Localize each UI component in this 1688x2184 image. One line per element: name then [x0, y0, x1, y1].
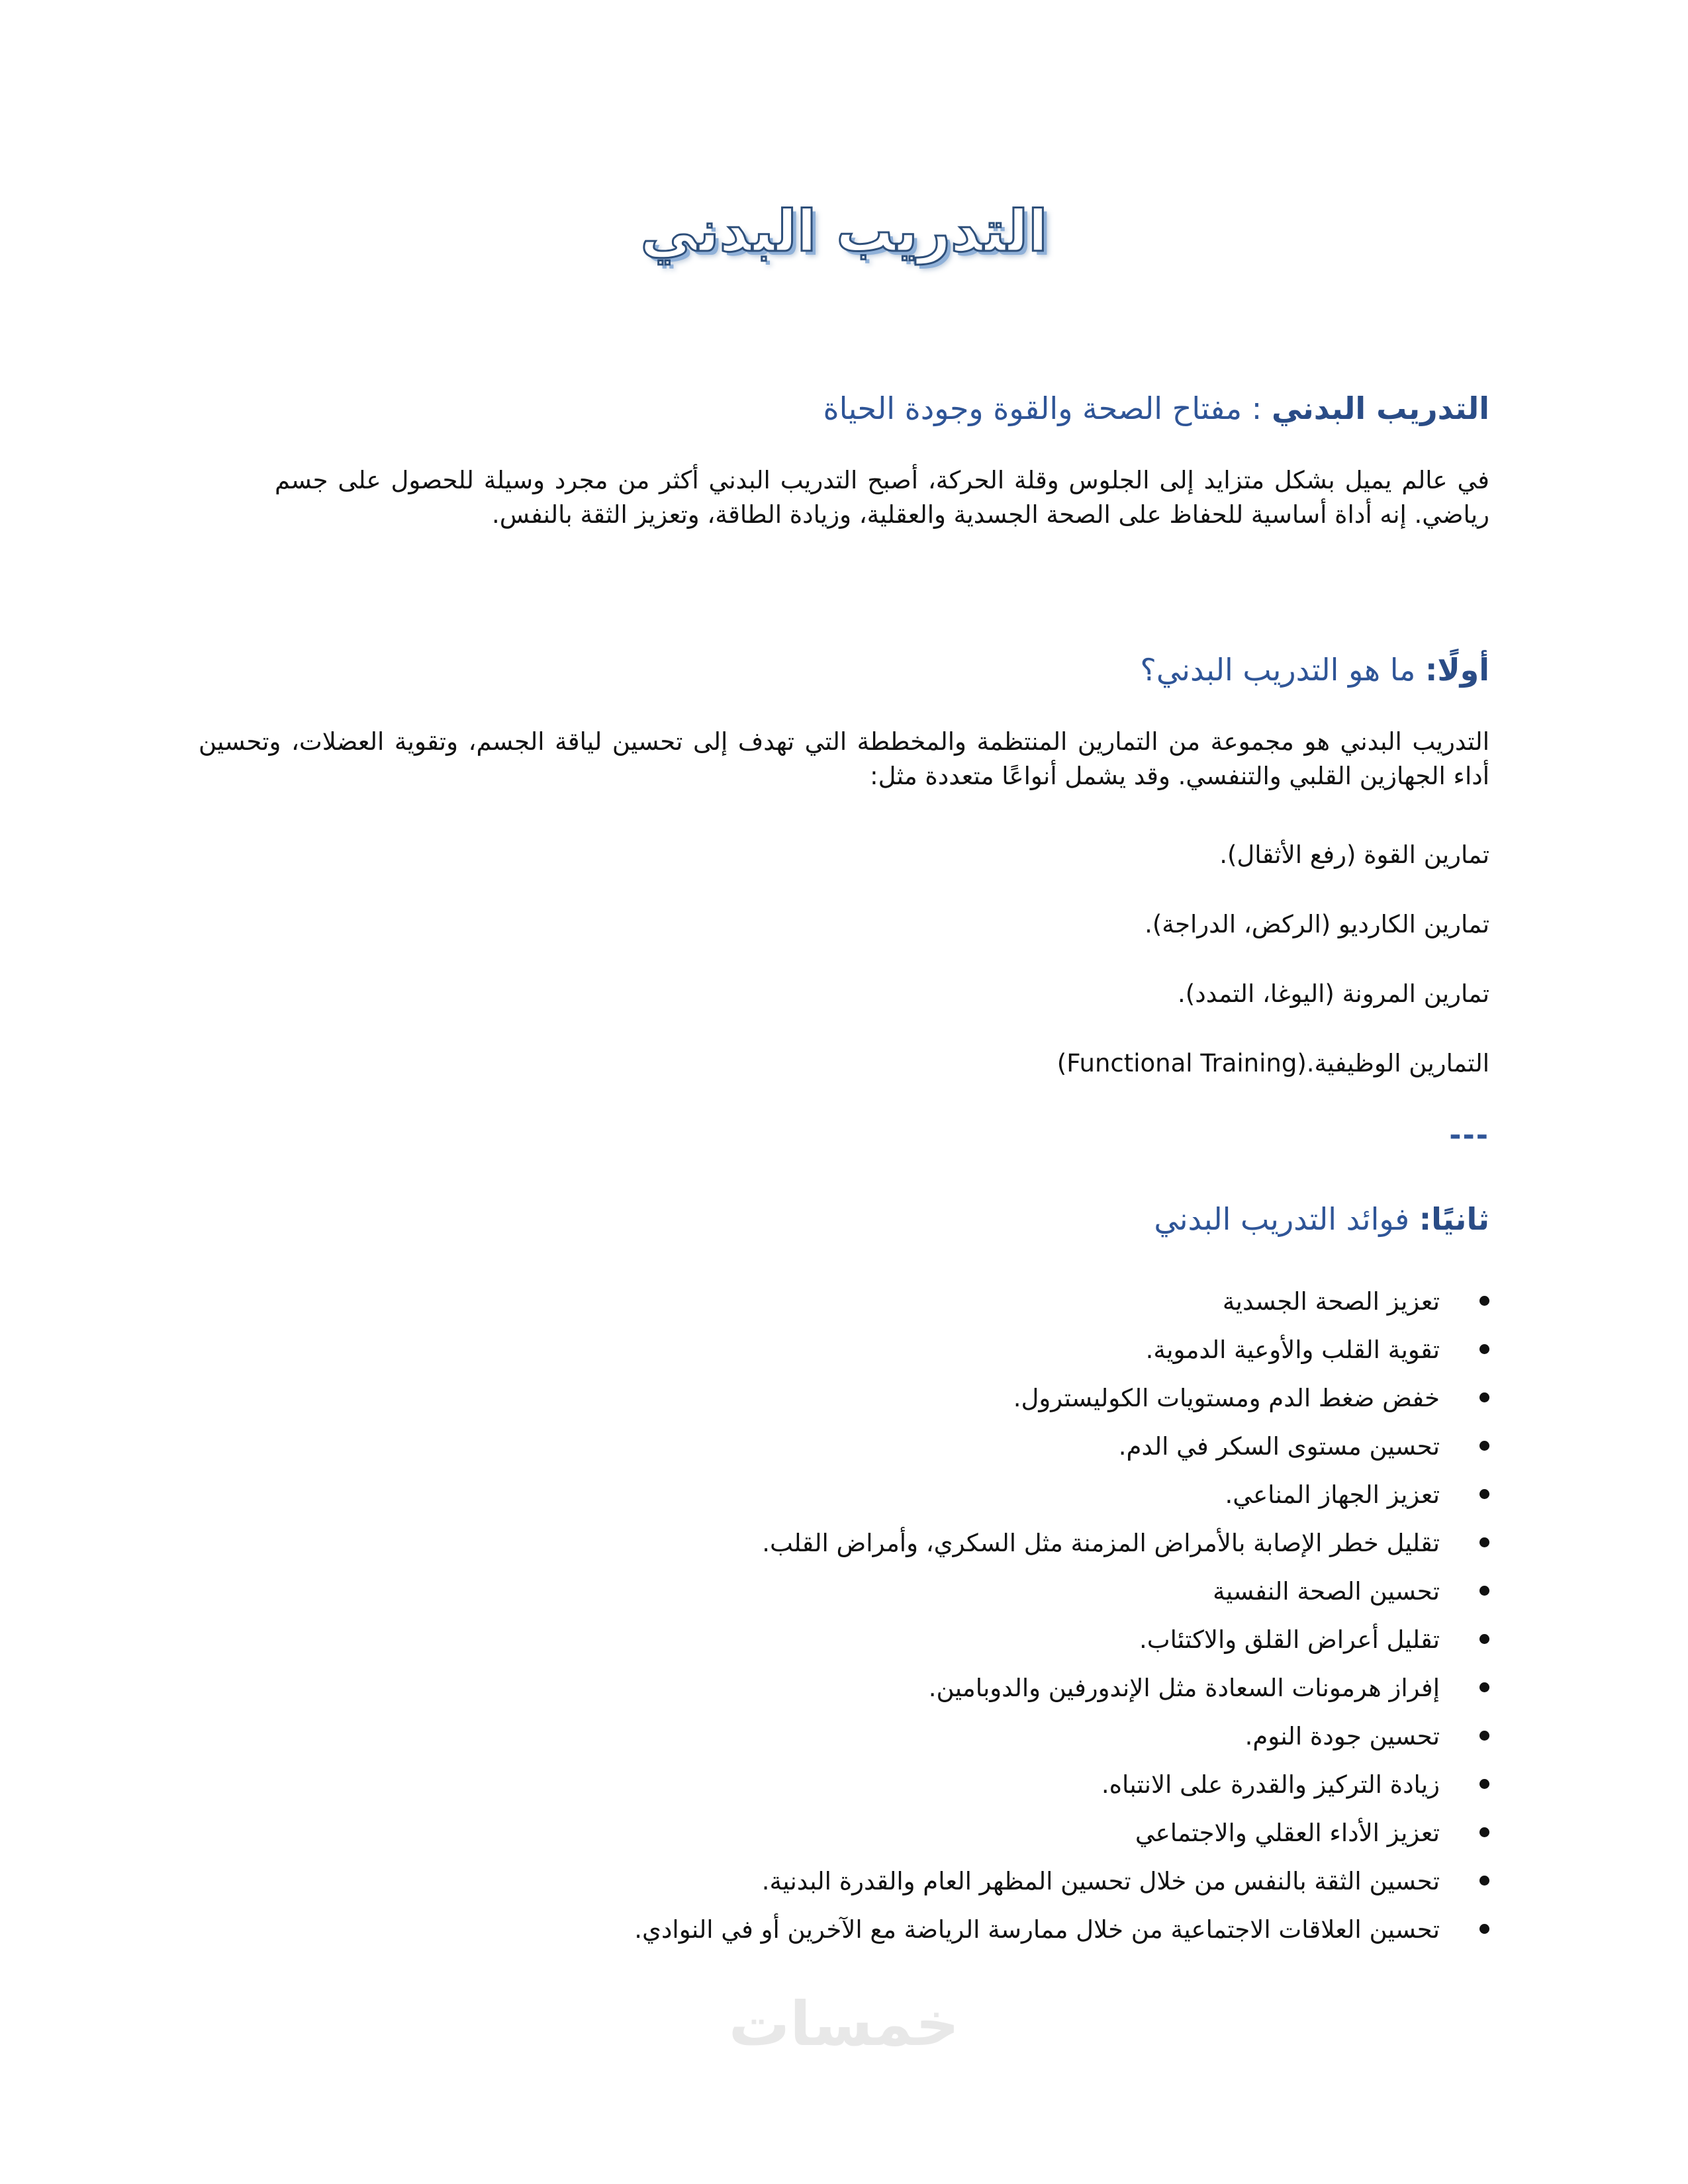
list-item — [634, 1326, 1489, 1374]
bullet-icon — [1479, 1827, 1489, 1837]
bullet-icon — [1479, 1537, 1489, 1547]
list-item — [634, 1712, 1489, 1760]
bullet-icon — [1479, 1731, 1489, 1741]
list-item — [634, 1567, 1489, 1615]
bullet-icon — [1479, 1586, 1489, 1596]
bullet-icon — [1479, 1682, 1489, 1692]
intro-heading — [823, 390, 1489, 426]
list-item-text: تحسين مستوى السكر في الدم. — [1118, 1432, 1440, 1461]
bullet-icon — [1479, 1489, 1489, 1499]
list-item — [634, 1809, 1489, 1857]
list-item-text: تحسين الصحة النفسية — [1213, 1577, 1440, 1606]
intro-heading-rest: : مفتاح الصحة والقوة وجودة الحياة — [823, 390, 1272, 426]
list-item — [634, 1277, 1489, 1326]
list-item-text: إفراز هرمونات السعادة مثل الإندورفين والدوبامين. — [928, 1674, 1440, 1702]
section1-heading-bold: أولًا: — [1425, 652, 1489, 688]
benefits-list — [634, 1277, 1489, 1954]
list-item — [634, 1471, 1489, 1519]
section2-heading — [1154, 1201, 1489, 1237]
document-title: التدريب البدني — [640, 199, 1048, 265]
bullet-icon — [1479, 1344, 1489, 1354]
list-item — [634, 1664, 1489, 1712]
bullet-icon — [1479, 1296, 1489, 1306]
bullet-icon — [1479, 1441, 1489, 1451]
section2-heading-bold: ثانيًا: — [1419, 1201, 1489, 1237]
list-item-text: تقليل خطر الإصابة بالأمراض المزمنة مثل السكري، وأمراض القلب. — [762, 1529, 1440, 1557]
watermark-logo: خمسات — [728, 1989, 960, 2060]
bullet-icon — [1479, 1779, 1489, 1789]
bullet-icon — [1479, 1392, 1489, 1402]
list-item-text: تعزيز الأداء العقلي والاجتماعي — [1135, 1819, 1440, 1847]
list-item-text: خفض ضغط الدم ومستويات الكوليسترول. — [1013, 1384, 1440, 1412]
list-item — [634, 1615, 1489, 1664]
bullet-icon — [1479, 1924, 1489, 1934]
list-item-text: تحسين الثقة بالنفس من خلال تحسين المظهر العام والقدرة البدنية. — [761, 1867, 1440, 1895]
section2-heading-rest: فوائد التدريب البدني — [1154, 1201, 1419, 1237]
list-item-text: تعزيز الجهاز المناعي. — [1225, 1480, 1440, 1509]
list-item-text: تعزيز الصحة الجسدية — [1222, 1287, 1440, 1316]
bullet-icon — [1479, 1876, 1489, 1886]
list-item-text: تقوية القلب والأوعية الدموية. — [1145, 1336, 1440, 1364]
list-item — [634, 1905, 1489, 1954]
intro-paragraph: في عالم يميل بشكل متزايد إلى الجلوس وقلة الحركة، أصبح التدريب البدني أكثر من مجرد وسيلة للحصول على جسم رياضي. إنه أداة أساسية للحفاظ على الصحة الجسدية والعقلية، وزيادة الطاقة، وتعزيز الثقة بالنفس. — [275, 466, 1489, 529]
type-item-cardio: تمارين الكارديو (الركض، الدراجة). — [1145, 910, 1489, 938]
list-item-text: تقليل أعراض القلق والاكتئاب. — [1139, 1625, 1440, 1654]
bullet-icon — [1479, 1634, 1489, 1644]
list-item — [634, 1857, 1489, 1905]
section1-paragraph: التدريب البدني هو مجموعة من التمارين المنتظمة والمخططة التي تهدف إلى تحسين لياقة الجسم، وتقوية العضلات، وتحسين أداء الجهازين القلبي والتنفسي. وقد يشمل أنواعًا متعددة مثل: — [199, 727, 1489, 790]
section1-heading-rest: ما هو التدريب البدني؟ — [1140, 652, 1425, 688]
list-item-text: تحسين جودة النوم. — [1244, 1722, 1440, 1751]
list-item — [634, 1374, 1489, 1422]
section-separator: --- — [1449, 1118, 1489, 1152]
section1-heading — [1140, 652, 1489, 688]
type-item-functional: التمارين الوظيفية.(Functional Training) — [1056, 1049, 1489, 1077]
type-item-flexibility: تمارين المرونة (اليوغا، التمدد). — [1178, 979, 1489, 1008]
list-item — [634, 1519, 1489, 1567]
intro-heading-bold: التدريب البدني — [1271, 390, 1489, 426]
list-item-text: زيادة التركيز والقدرة على الانتباه. — [1101, 1770, 1440, 1799]
list-item — [634, 1422, 1489, 1471]
list-item — [634, 1760, 1489, 1809]
list-item-text: تحسين العلاقات الاجتماعية من خلال ممارسة الرياضة مع الآخرين أو في النوادي. — [634, 1915, 1440, 1944]
type-item-strength: تمارين القوة (رفع الأثقال). — [1219, 841, 1489, 869]
